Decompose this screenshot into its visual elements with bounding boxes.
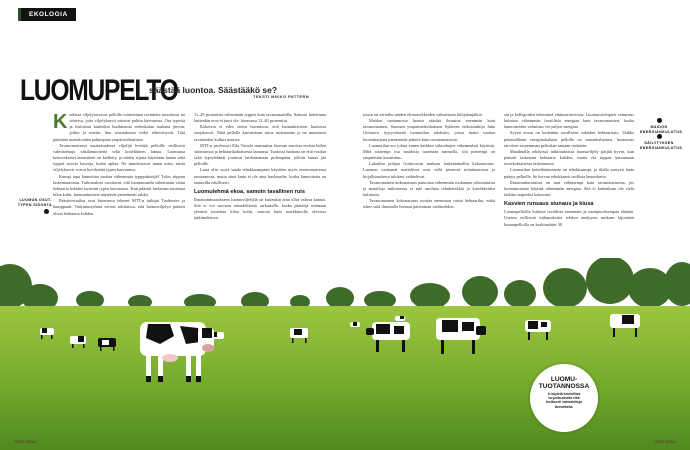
paragraph: Päästövertailua ovat Suomessa tehneet MTT:n tutkijat Tuohimies ja kumppanit. Tutkimusryhmä vertasi tuloksissa, että luomuviljelyn päästöt olivat hehtaaria kohden xyxy=(53,198,185,216)
paragraph: Luomupelloilla kuhisee tavallista enemmän ja monipuolisempaa elämää. Useista erillisistä tutkimuksista tehdyn analyysin mukaan lajimäärä luomupelloilla on keskimäärin 30 xyxy=(504,209,634,227)
paragraph: Kokeissa ei edes otettu huomioon, että luomukiertoon kuuluvat suojakasvit. Niitä pellolle kasvatetaan satoa tuottamatta ja ne muuttavat ravinteiden kulkua maassa. xyxy=(194,124,326,142)
paragraph: Kumpi tapa lannoittaa tuottaa vähemmän typpipäästöjä? Tulos riippuu laskentatavasta. Tutkimukset osoittavat, että luomumaalla vähemmän valuu hehtaaria kohden tuotetun typen kasvuunsa. Kun päästöt lasketaan tuotettua kiloa kohti, luomuntuotteet näyttävät pienemmät saldot. xyxy=(53,173,185,198)
side-caption-right-1 xyxy=(640,118,683,134)
subheading: Kasvien runsaus siunaus ja kiusa xyxy=(504,201,594,208)
paragraph: sin ja kollegoiden tekemästä elinkaariarviosta. Luomuruisleipien valmistus kuluttaa vähemmän fossiilista energiaa kuin tavanomaisten, koska lannoitteiden valmistus vie paljon energiaa. xyxy=(504,112,634,130)
dropcap: K xyxy=(53,112,68,133)
subheading: Luomulehmä ekoa, samoin tavallinen ruis xyxy=(194,188,305,195)
paragraph: Ilmastonmuutokseen luomuviljelyllä on kuitenkin aina ollut vahvat kannat. Sitä ei voi suoraan taloudellisesti tarkastella, koska päästöjä mitataan yleensä tuotettua kiloa kohti, samoin kuin markkinoilla olevissa tutkimuksissa. xyxy=(194,196,326,221)
text-column-1 xyxy=(53,112,185,260)
paragraph: Luomutilan kotieläintuotanto on tehokkaampi, ja tilalla syntyvä lanta päätyy pelloille. Se korvaa tehokkaasti teollisia lannoitteita. xyxy=(504,167,634,179)
text-column-2 xyxy=(194,112,326,260)
paragraph: Tavanomaisessa maataloudessa viljelijä levittää pelloille teollisesti valmistettuja väkilannoitteita sekä kotieläinten lantaa. Luomussa keinotekoiset lannoitteet on kielletty, ja niiden sijasta käytetään lantaa sekä typpeä sitovia kasveja, kuten apilaa. Ne muodostavat maan osiin, mistä viljelykasvit voivat hyödyntää typen kasvuunsa. xyxy=(53,142,185,173)
paragraph: 11–29 prosenttia vähemmän typpeä kuin tavanomaisilla. Sadosta laskettuna kuitenkin eroa ei juuri ole: luomussa 12–40 prosenttia. xyxy=(194,112,326,124)
side-caption-right-text: MAIDON ENERGIANKULUTUS xyxy=(640,125,683,134)
paragraph: joissa on vertailtu näiden elintarvikkeiden valmistusta hiilijalanjälkiä. xyxy=(363,112,483,117)
headline-title: LUOMUPELTO xyxy=(20,74,178,107)
side-caption-right-2 xyxy=(640,134,683,150)
paragraph: Ilmastonkuormitus on taas vähäisempi kuin tavanomaisessa, jos luomutuotanto käyttää vähemmän energiaa. Sitä ei kuitenkaan ole vielä tutkittu tarpeeksi kattavasti. xyxy=(504,179,634,198)
bullet-dot-icon xyxy=(657,118,662,123)
text-column-3 xyxy=(363,112,495,260)
paragraph: Lasta olisi syytä saada tehokkaampaan käyttöön myös tavanomaisessa tuotannossa, mutta siinä lanta ei ole aina huolenaihe, koska lannoitteita on saatavilla edullisesti. xyxy=(194,167,326,185)
callout-title: LUOMU-TUOTANNOSSA xyxy=(538,376,590,390)
paragraph: Tavanomainen kokonaisuus tuottaa enemmän ruista hehtaarilta, mikä tekee siitä ilmastolle hieman paremman vaihtoehdon. xyxy=(363,198,495,210)
folio-left: TIEDE 6/2014 xyxy=(14,440,37,444)
paragraph: Maailmalla tehdyissä tutkimuksissa luomuviljely pärjää hyvin, kun päästöt lasketaan hehtaaria kohden, mutta eta tuppaa katoamaan tuotekohtaisessa laskennassa. xyxy=(504,148,634,167)
side-caption-left-text: LUOMUN OSUT-TYPEN SIDONTA xyxy=(17,198,52,207)
byline: TEKSTI MIKKO PATTERN xyxy=(253,94,310,99)
folio-right: TIEDE 6/2014 xyxy=(653,440,676,444)
side-caption-left xyxy=(16,198,52,214)
section-tag: EKOLOGIA xyxy=(18,8,76,21)
text-column-4 xyxy=(504,112,634,260)
headline xyxy=(20,74,278,108)
paragraph: Luomutilan ero johtui ennen kaikkea väkirehujen vähemmästä käytöstä. Mitä suurempi osa maidosta tuotetaan nurmella, sitä pienempi on ympäristön kuormitus. xyxy=(363,142,495,161)
bullet-dot-icon xyxy=(657,134,662,139)
callout-text: ei käytetä kemiallisia torjunta-aineita eikä teollisesti valmistettuja lannoitteita. xyxy=(545,392,583,409)
paragraph: Syynä eroon on kuitenkin tavallisten rukiiden hehtaarisato. Vaikka pääasiallinen energiankulutus pellolla on samankaltainen, luomuruis tarvitsee suuremman peltoalan samaan määrään. xyxy=(504,130,634,148)
bullet-dot-icon xyxy=(44,209,49,214)
callout-circle xyxy=(530,364,598,432)
side-caption-right-text: SÄILYTYKSEN ENERGIANKULUTUS xyxy=(640,141,683,150)
paragraph: Maidon tuotannossa luomu säästää ilmastoa enemmän kuin tavanomainen. Suomen ympäristökeskuksen Sykkeen erikoistutkija Juha Grönroos tyytyväisenä luomutilan tuloksiin, joissa maito tuottaa luomukarjasta pienemmät päästöt kuin tavanomaisesta. xyxy=(363,118,495,142)
paragraph: MTT:n professori Eila Turtola muistuttaa luomun suurista eroista hiilen sitomisessa ja hehtaarikohtaisessa lannassa. Tuotossa haittana on että vasikat sekä lypsylehmät joutuvat laiduntamaan pidempään, jolloin lantaa jää pelloille. xyxy=(194,142,326,167)
paragraph: aikissa viljelytavoissa pellolle toimitetaan ravinteita muodossa tai toisessa, jotta viljelykasvit saisivat pulttia kasvuunsa. Osa typestä ja fosforista kuitenkin huuhtoutuu vedenkulun mukana järviin, joihin ja meriin. Sen seurauksena vedet rehevöityvät. Tätä päästään maatalouden pahimpana ympäristöhaittana. xyxy=(53,112,185,142)
paragraph: Lukuihin pohjaa Grönroosin mukaan laskentamallin kokonaisuus. Luomun tuottamat maitolitrat ovat vielä pienessä mittakaavassa ja kirjallisuudessa tulokset vaihtelevat. xyxy=(363,161,495,179)
headline-subtitle: säästää luontoa. Säästääkö se? xyxy=(149,85,278,95)
paragraph: Tavanomainen kokonaisuus painottaa vähemmän ruokinnan tehostamista ja maatiloja tutkittaessa ei tule unohtaa rehuhävikkiä ja kuivikkeiden kulutusta. xyxy=(363,179,495,198)
